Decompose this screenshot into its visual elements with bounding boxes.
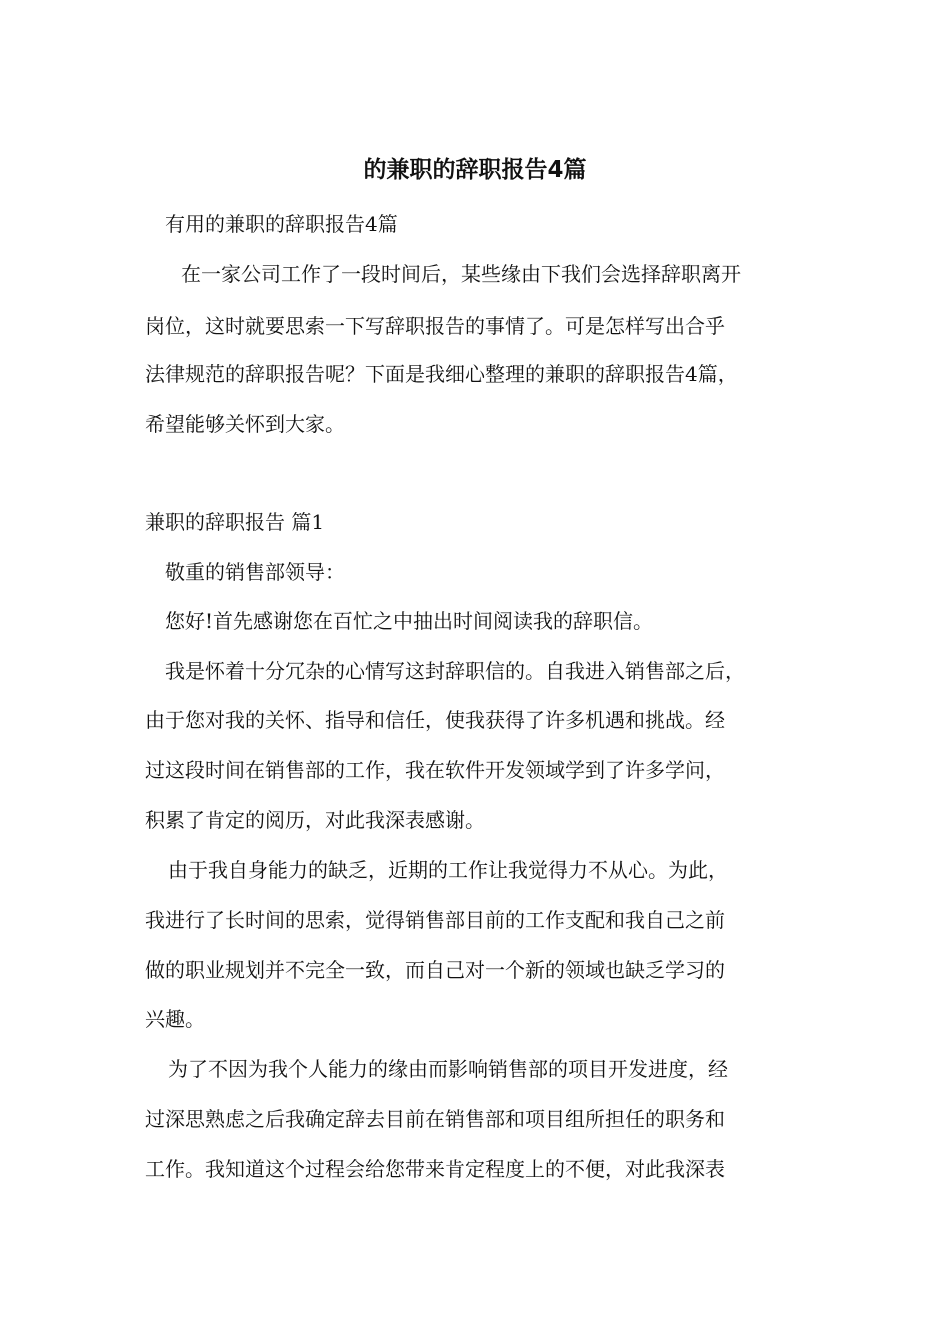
body-line-8: 兴趣。 <box>145 1007 205 1031</box>
body-line-3: 过这段时间在销售部的工作，我在软件开发领域学到了许多学问， <box>145 758 725 782</box>
subtitle-line: 有用的兼职的辞职报告4篇 <box>165 212 398 236</box>
body-line-11: 工作。我知道这个过程会给您带来肯定程度上的不便，对此我深表 <box>145 1157 725 1181</box>
intro-line-2: 岗位，这时就要思索一下写辞职报告的事情了。可是怎样写出合乎 <box>145 314 725 338</box>
body-line-9: 为了不因为我个人能力的缘由而影响销售部的项目开发进度，经 <box>168 1057 728 1081</box>
salutation-line: 敬重的销售部领导： <box>165 560 345 584</box>
body-line-5: 由于我自身能力的缺乏，近期的工作让我觉得力不从心。为此， <box>168 858 728 882</box>
document-title: 的兼职的辞职报告4篇 <box>363 157 587 183</box>
intro-line-3: 法律规范的辞职报告呢？下面是我细心整理的兼职的辞职报告4篇， <box>145 362 738 386</box>
intro-line-4: 希望能够关怀到大家。 <box>145 412 345 436</box>
body-line-7: 做的职业规划并不完全一致，而自己对一个新的领域也缺乏学习的 <box>145 958 725 982</box>
intro-line-1: 在一家公司工作了一段时间后，某些缘由下我们会选择辞职离开 <box>181 262 741 286</box>
greeting-line: 您好!首先感谢您在百忙之中抽出时间阅读我的辞职信。 <box>165 609 654 633</box>
section-heading: 兼职的辞职报告 篇1 <box>145 510 325 534</box>
body-line-1: 我是怀着十分冗杂的心情写这封辞职信的。自我进入销售部之后， <box>165 659 745 683</box>
body-line-10: 过深思熟虑之后我确定辞去目前在销售部和项目组所担任的职务和 <box>145 1107 725 1131</box>
body-line-2: 由于您对我的关怀、指导和信任，使我获得了许多机遇和挑战。经 <box>145 708 725 732</box>
body-line-6: 我进行了长时间的思索，觉得销售部目前的工作支配和我自己之前 <box>145 908 725 932</box>
body-line-4: 积累了肯定的阅历，对此我深表感谢。 <box>145 808 485 832</box>
